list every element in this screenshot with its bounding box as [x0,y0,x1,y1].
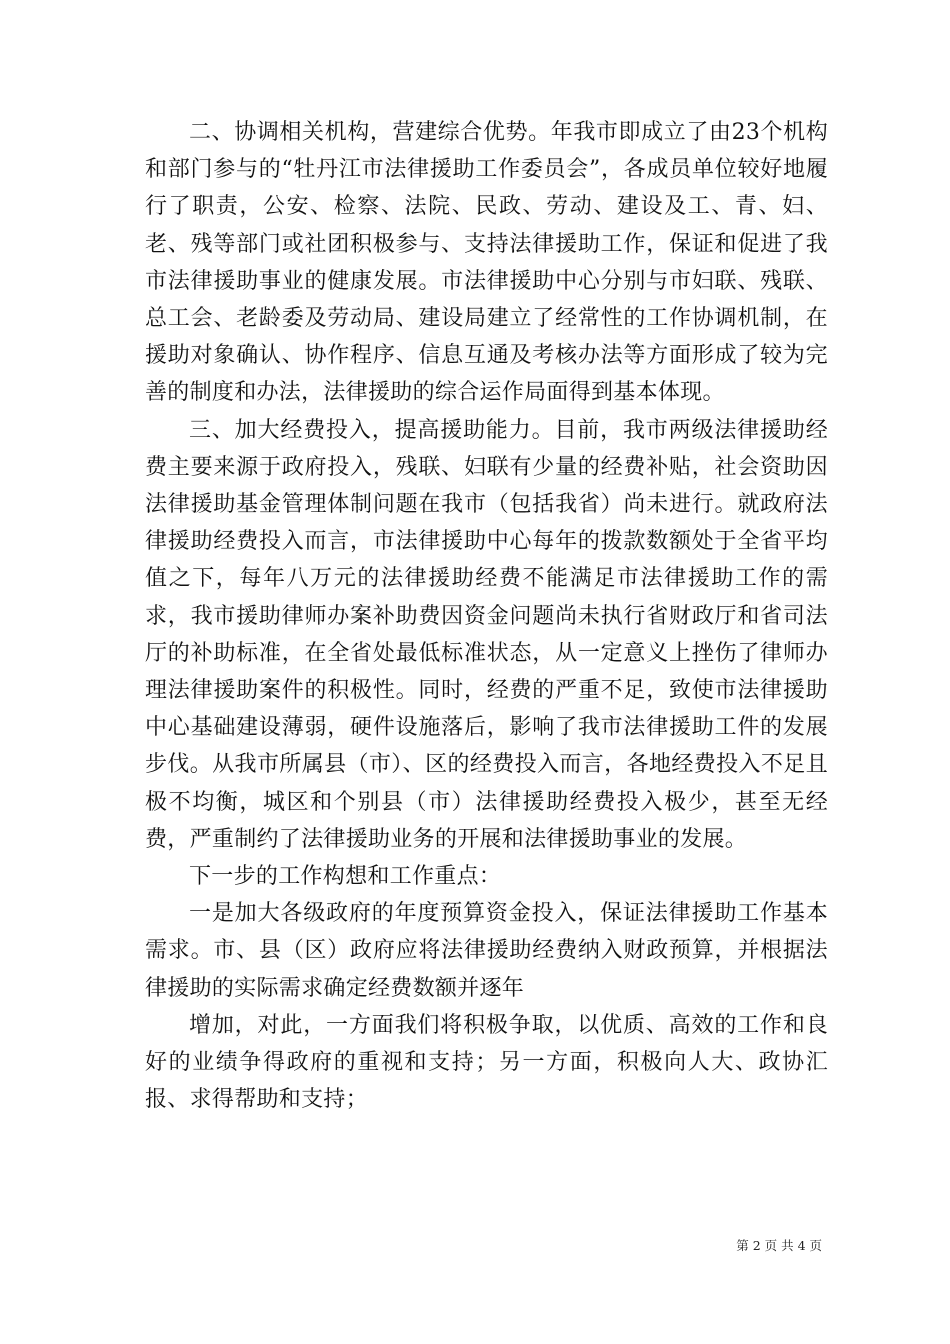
document-body [145,114,828,1118]
page-number-footer: 第 2 页 共 4 页 [736,1238,822,1253]
paragraph-coordination: 二、协调相关机构，营建综合优势。年我市即成立了由23个机构和部门参与的“牡丹江市法律援助工作委员会”，各成员单位较好地履行了职责，公安、检察、法院、民政、劳动、建设及工、青、妇、老、残等部门或社团积极参与、支持法律援助工作，保证和促进了我市法律援助事业的健康发展。市法律援助中心分别与市妇联、残联、总工会、老龄委及劳动局、建设局建立了经常性的工作协调机制，在援助对象确认、协作程序、信息互通及考核办法等方面形成了较为完善的制度和办法，法律援助的综合运作局面得到基本体现。 [145,120,828,406]
paragraph-budget-investment: 一是加大各级政府的年度预算资金投入，保证法律援助工作基本需求。市、县（区）政府应将法律援助经费纳入财政预算，并根据法律援助的实际需求确定经费数额并逐年 [145,901,828,1001]
paragraph-funding: 三、加大经费投入，提高援助能力。目前，我市两级法律援助经费主要来源于政府投入，残联、妇联有少量的经费补贴，社会资助因法律援助基金管理体制问题在我市（包括我省）尚未进行。就政府法律援助经费投入而言，市法律援助中心每年的拨款数额处于全省平均值之下，每年八万元的法律援助经费不能满足市法律援助工作的需求，我市援助律师办案补助费因资金问题尚未执行省财政厅和省司法厅的补助标准，在全省处最低标准状态，从一定意义上挫伤了律师办理法律援助案件的积极性。同时，经费的严重不足，致使市法律援助中心基础建设薄弱，硬件设施落后，影响了我市法律援助工件的发展步伐。从我市所属县（市）、区的经费投入而言，各地经费投入不足且极不均衡，城区和个别县（市）法律援助经费投入极少，甚至无经费，严重制约了法律援助业务的开展和法律援助事业的发展。 [145,417,828,852]
paragraph-next-steps-heading: 下一步的工作构想和工作重点： [189,864,502,890]
paragraph-increase: 增加，对此，一方面我们将积极争取，以优质、高效的工作和良好的业绩争得政府的重视和支持；另一方面，积极向人大、政协汇报、求得帮助和支持； [145,1012,828,1113]
